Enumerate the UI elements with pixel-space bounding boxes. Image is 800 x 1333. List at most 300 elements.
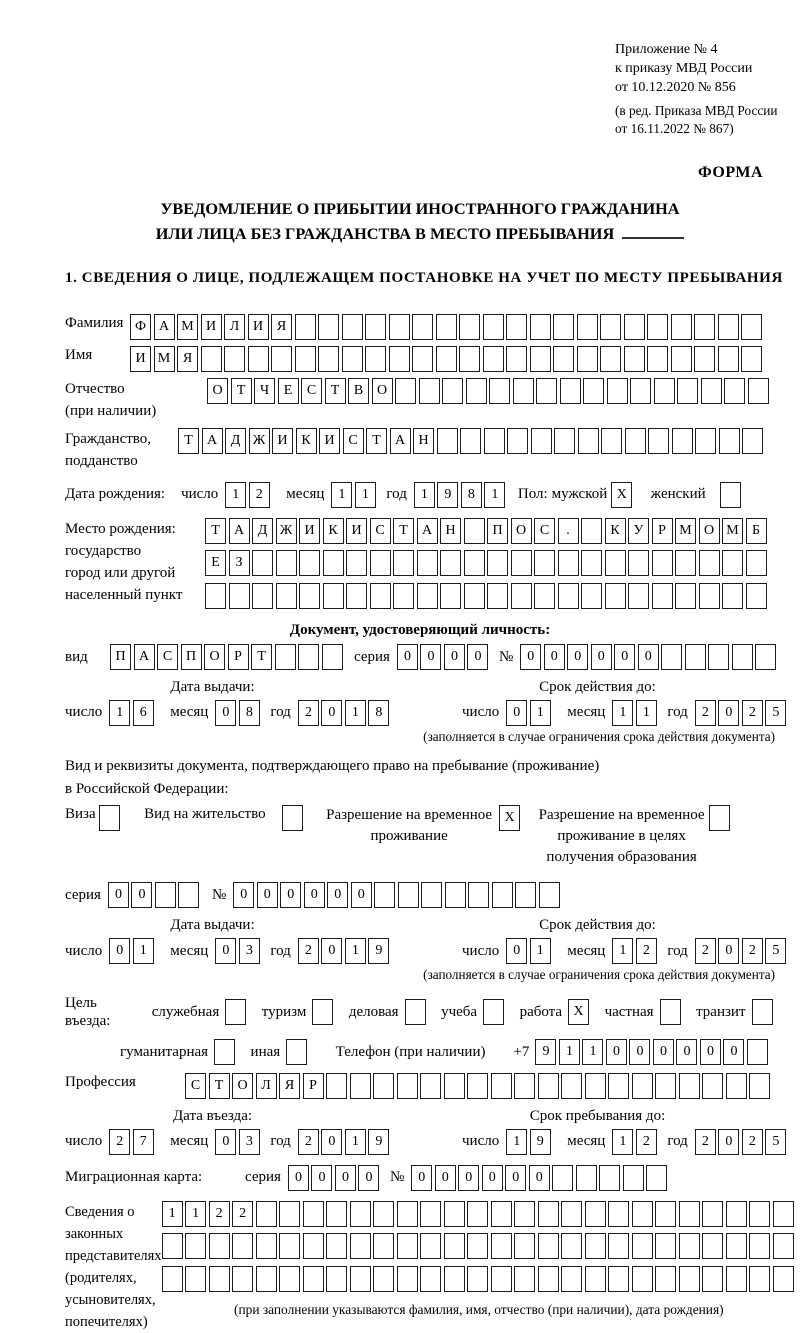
purpose-transit-checkbox[interactable] bbox=[752, 999, 773, 1025]
char-box[interactable] bbox=[326, 1073, 347, 1099]
char-box[interactable] bbox=[205, 583, 226, 609]
char-box[interactable] bbox=[397, 1201, 418, 1227]
char-box[interactable] bbox=[724, 378, 745, 404]
char-box[interactable]: 2 bbox=[298, 700, 319, 726]
char-box[interactable] bbox=[561, 1201, 582, 1227]
char-box[interactable] bbox=[647, 346, 668, 372]
char-box[interactable]: 3 bbox=[239, 938, 260, 964]
char-box[interactable]: . bbox=[558, 518, 579, 544]
char-box[interactable] bbox=[365, 346, 386, 372]
char-box[interactable] bbox=[732, 644, 753, 670]
char-box[interactable] bbox=[675, 550, 696, 576]
char-box[interactable] bbox=[675, 583, 696, 609]
char-box[interactable] bbox=[323, 583, 344, 609]
char-box[interactable]: Т bbox=[251, 644, 272, 670]
char-box[interactable] bbox=[483, 314, 504, 340]
char-box[interactable]: 1 bbox=[345, 700, 366, 726]
char-box[interactable] bbox=[632, 1233, 653, 1259]
char-box[interactable] bbox=[444, 1266, 465, 1292]
char-box[interactable] bbox=[652, 550, 673, 576]
char-box[interactable] bbox=[632, 1201, 653, 1227]
char-box[interactable] bbox=[515, 882, 536, 908]
char-box[interactable]: 0 bbox=[718, 1129, 739, 1155]
char-box[interactable] bbox=[370, 550, 391, 576]
char-box[interactable] bbox=[577, 346, 598, 372]
char-box[interactable] bbox=[303, 1266, 324, 1292]
char-box[interactable]: 2 bbox=[695, 700, 716, 726]
char-box[interactable] bbox=[295, 314, 316, 340]
char-box[interactable]: 2 bbox=[636, 1129, 657, 1155]
char-box[interactable] bbox=[577, 314, 598, 340]
char-box[interactable]: 2 bbox=[298, 1129, 319, 1155]
char-box[interactable]: 1 bbox=[506, 1129, 527, 1155]
char-box[interactable] bbox=[722, 583, 743, 609]
char-box[interactable] bbox=[599, 1165, 620, 1191]
char-box[interactable] bbox=[694, 314, 715, 340]
char-box[interactable]: И bbox=[272, 428, 293, 454]
char-box[interactable] bbox=[299, 583, 320, 609]
char-box[interactable] bbox=[420, 1201, 441, 1227]
char-box[interactable]: Т bbox=[366, 428, 387, 454]
char-box[interactable] bbox=[749, 1201, 770, 1227]
char-box[interactable]: 0 bbox=[131, 882, 152, 908]
char-box[interactable]: 1 bbox=[331, 482, 352, 508]
char-box[interactable]: 0 bbox=[591, 644, 612, 670]
purpose-work-checkbox[interactable]: X bbox=[568, 999, 589, 1025]
char-box[interactable]: С bbox=[301, 378, 322, 404]
char-box[interactable]: 0 bbox=[629, 1039, 650, 1065]
char-box[interactable]: 1 bbox=[345, 1129, 366, 1155]
char-box[interactable]: 0 bbox=[335, 1165, 356, 1191]
char-box[interactable]: Т bbox=[325, 378, 346, 404]
char-box[interactable]: П bbox=[110, 644, 131, 670]
char-box[interactable] bbox=[553, 314, 574, 340]
char-box[interactable]: 0 bbox=[567, 644, 588, 670]
char-box[interactable] bbox=[722, 550, 743, 576]
char-box[interactable] bbox=[466, 378, 487, 404]
char-box[interactable]: М bbox=[177, 314, 198, 340]
char-box[interactable] bbox=[511, 583, 532, 609]
residence-permit-checkbox[interactable] bbox=[282, 805, 303, 831]
char-box[interactable]: И bbox=[248, 314, 269, 340]
char-box[interactable] bbox=[699, 583, 720, 609]
char-box[interactable]: А bbox=[134, 644, 155, 670]
char-box[interactable] bbox=[632, 1073, 653, 1099]
char-box[interactable] bbox=[600, 346, 621, 372]
char-box[interactable]: Р bbox=[652, 518, 673, 544]
char-box[interactable] bbox=[531, 428, 552, 454]
char-box[interactable] bbox=[342, 346, 363, 372]
char-box[interactable] bbox=[275, 644, 296, 670]
char-box[interactable]: 0 bbox=[506, 700, 527, 726]
char-box[interactable] bbox=[436, 314, 457, 340]
char-box[interactable] bbox=[437, 428, 458, 454]
char-box[interactable] bbox=[256, 1233, 277, 1259]
char-box[interactable]: 0 bbox=[638, 644, 659, 670]
char-box[interactable]: 1 bbox=[530, 700, 551, 726]
char-box[interactable] bbox=[561, 1266, 582, 1292]
char-box[interactable] bbox=[605, 583, 626, 609]
char-box[interactable] bbox=[232, 1233, 253, 1259]
char-box[interactable] bbox=[248, 346, 269, 372]
char-box[interactable]: Н bbox=[440, 518, 461, 544]
char-box[interactable]: 2 bbox=[742, 1129, 763, 1155]
char-box[interactable] bbox=[628, 550, 649, 576]
gender-male-checkbox[interactable]: X bbox=[611, 482, 632, 508]
char-box[interactable] bbox=[468, 882, 489, 908]
char-box[interactable]: 1 bbox=[582, 1039, 603, 1065]
char-box[interactable]: 8 bbox=[239, 700, 260, 726]
char-box[interactable] bbox=[491, 1266, 512, 1292]
char-box[interactable] bbox=[514, 1233, 535, 1259]
char-box[interactable] bbox=[585, 1073, 606, 1099]
char-box[interactable] bbox=[608, 1233, 629, 1259]
char-box[interactable] bbox=[679, 1201, 700, 1227]
char-box[interactable] bbox=[421, 882, 442, 908]
char-box[interactable]: 7 bbox=[133, 1129, 154, 1155]
char-box[interactable]: Ж bbox=[276, 518, 297, 544]
char-box[interactable] bbox=[534, 583, 555, 609]
char-box[interactable]: 9 bbox=[437, 482, 458, 508]
char-box[interactable] bbox=[417, 550, 438, 576]
char-box[interactable] bbox=[719, 428, 740, 454]
char-box[interactable]: 9 bbox=[530, 1129, 551, 1155]
purpose-other-checkbox[interactable] bbox=[286, 1039, 307, 1065]
char-box[interactable]: 2 bbox=[298, 938, 319, 964]
char-box[interactable] bbox=[679, 1233, 700, 1259]
char-box[interactable] bbox=[209, 1233, 230, 1259]
char-box[interactable]: 0 bbox=[358, 1165, 379, 1191]
char-box[interactable]: 1 bbox=[355, 482, 376, 508]
char-box[interactable]: 1 bbox=[162, 1201, 183, 1227]
char-box[interactable] bbox=[395, 378, 416, 404]
purpose-study-checkbox[interactable] bbox=[483, 999, 504, 1025]
char-box[interactable] bbox=[276, 550, 297, 576]
char-box[interactable] bbox=[608, 1201, 629, 1227]
char-box[interactable] bbox=[773, 1266, 794, 1292]
char-box[interactable] bbox=[726, 1266, 747, 1292]
char-box[interactable] bbox=[655, 1201, 676, 1227]
char-box[interactable] bbox=[398, 882, 419, 908]
char-box[interactable]: 0 bbox=[435, 1165, 456, 1191]
char-box[interactable]: 5 bbox=[765, 938, 786, 964]
char-box[interactable]: Ф bbox=[130, 314, 151, 340]
char-box[interactable] bbox=[467, 1266, 488, 1292]
char-box[interactable] bbox=[440, 550, 461, 576]
char-box[interactable]: Я bbox=[279, 1073, 300, 1099]
char-box[interactable]: И bbox=[319, 428, 340, 454]
char-box[interactable] bbox=[553, 346, 574, 372]
char-box[interactable] bbox=[671, 314, 692, 340]
char-box[interactable] bbox=[444, 1073, 465, 1099]
char-box[interactable] bbox=[419, 378, 440, 404]
char-box[interactable]: 1 bbox=[414, 482, 435, 508]
char-box[interactable]: 0 bbox=[351, 882, 372, 908]
char-box[interactable]: И bbox=[346, 518, 367, 544]
char-box[interactable] bbox=[554, 428, 575, 454]
purpose-private-checkbox[interactable] bbox=[660, 999, 681, 1025]
purpose-business-checkbox[interactable] bbox=[405, 999, 426, 1025]
char-box[interactable]: О bbox=[204, 644, 225, 670]
char-box[interactable]: 0 bbox=[288, 1165, 309, 1191]
char-box[interactable]: 0 bbox=[420, 644, 441, 670]
char-box[interactable] bbox=[702, 1073, 723, 1099]
char-box[interactable]: 2 bbox=[209, 1201, 230, 1227]
char-box[interactable] bbox=[232, 1266, 253, 1292]
char-box[interactable] bbox=[489, 378, 510, 404]
char-box[interactable]: 0 bbox=[482, 1165, 503, 1191]
temp-residence-education-checkbox[interactable] bbox=[709, 805, 730, 831]
char-box[interactable]: 0 bbox=[411, 1165, 432, 1191]
char-box[interactable] bbox=[483, 346, 504, 372]
char-box[interactable]: Д bbox=[252, 518, 273, 544]
char-box[interactable]: Т bbox=[205, 518, 226, 544]
char-box[interactable]: 8 bbox=[368, 700, 389, 726]
char-box[interactable]: Ж bbox=[249, 428, 270, 454]
char-box[interactable]: Т bbox=[178, 428, 199, 454]
char-box[interactable]: С bbox=[157, 644, 178, 670]
char-box[interactable]: В bbox=[348, 378, 369, 404]
char-box[interactable] bbox=[536, 378, 557, 404]
char-box[interactable] bbox=[318, 314, 339, 340]
char-box[interactable] bbox=[749, 1266, 770, 1292]
char-box[interactable]: 1 bbox=[185, 1201, 206, 1227]
char-box[interactable] bbox=[507, 428, 528, 454]
char-box[interactable]: 0 bbox=[215, 938, 236, 964]
char-box[interactable]: 2 bbox=[636, 938, 657, 964]
char-box[interactable] bbox=[491, 1201, 512, 1227]
char-box[interactable] bbox=[608, 1266, 629, 1292]
char-box[interactable] bbox=[677, 378, 698, 404]
char-box[interactable] bbox=[373, 1266, 394, 1292]
char-box[interactable] bbox=[647, 314, 668, 340]
gender-female-checkbox[interactable] bbox=[720, 482, 741, 508]
char-box[interactable]: 8 bbox=[461, 482, 482, 508]
char-box[interactable] bbox=[514, 1201, 535, 1227]
char-box[interactable] bbox=[420, 1073, 441, 1099]
char-box[interactable] bbox=[576, 1165, 597, 1191]
char-box[interactable]: 3 bbox=[239, 1129, 260, 1155]
char-box[interactable] bbox=[346, 550, 367, 576]
char-box[interactable] bbox=[749, 1233, 770, 1259]
char-box[interactable] bbox=[581, 550, 602, 576]
char-box[interactable] bbox=[558, 583, 579, 609]
char-box[interactable]: Т bbox=[393, 518, 414, 544]
char-box[interactable] bbox=[672, 428, 693, 454]
char-box[interactable] bbox=[726, 1201, 747, 1227]
char-box[interactable] bbox=[444, 1233, 465, 1259]
char-box[interactable] bbox=[185, 1266, 206, 1292]
char-box[interactable] bbox=[445, 882, 466, 908]
char-box[interactable]: К bbox=[296, 428, 317, 454]
char-box[interactable]: З bbox=[229, 550, 250, 576]
char-box[interactable] bbox=[373, 1073, 394, 1099]
char-box[interactable] bbox=[679, 1073, 700, 1099]
char-box[interactable] bbox=[412, 346, 433, 372]
char-box[interactable]: О bbox=[699, 518, 720, 544]
char-box[interactable]: 0 bbox=[653, 1039, 674, 1065]
char-box[interactable]: И bbox=[130, 346, 151, 372]
char-box[interactable] bbox=[539, 882, 560, 908]
char-box[interactable] bbox=[209, 1266, 230, 1292]
char-box[interactable] bbox=[467, 1201, 488, 1227]
char-box[interactable]: 0 bbox=[321, 938, 342, 964]
char-box[interactable] bbox=[252, 550, 273, 576]
char-box[interactable] bbox=[464, 550, 485, 576]
char-box[interactable]: 0 bbox=[718, 938, 739, 964]
char-box[interactable]: 1 bbox=[109, 700, 130, 726]
char-box[interactable]: 0 bbox=[304, 882, 325, 908]
char-box[interactable]: 0 bbox=[444, 644, 465, 670]
char-box[interactable] bbox=[326, 1233, 347, 1259]
char-box[interactable]: И bbox=[299, 518, 320, 544]
char-box[interactable] bbox=[726, 1073, 747, 1099]
char-box[interactable] bbox=[373, 1201, 394, 1227]
char-box[interactable] bbox=[322, 644, 343, 670]
char-box[interactable]: Т bbox=[209, 1073, 230, 1099]
char-box[interactable]: 0 bbox=[458, 1165, 479, 1191]
char-box[interactable] bbox=[538, 1201, 559, 1227]
char-box[interactable]: 1 bbox=[636, 700, 657, 726]
char-box[interactable]: 0 bbox=[606, 1039, 627, 1065]
char-box[interactable] bbox=[162, 1266, 183, 1292]
char-box[interactable]: Д bbox=[225, 428, 246, 454]
char-box[interactable] bbox=[702, 1266, 723, 1292]
char-box[interactable] bbox=[581, 518, 602, 544]
char-box[interactable] bbox=[773, 1201, 794, 1227]
char-box[interactable] bbox=[420, 1233, 441, 1259]
char-box[interactable]: 0 bbox=[700, 1039, 721, 1065]
char-box[interactable]: Т bbox=[231, 378, 252, 404]
char-box[interactable] bbox=[538, 1073, 559, 1099]
char-box[interactable] bbox=[585, 1201, 606, 1227]
char-box[interactable]: 0 bbox=[109, 938, 130, 964]
char-box[interactable] bbox=[755, 644, 776, 670]
char-box[interactable]: 0 bbox=[505, 1165, 526, 1191]
char-box[interactable] bbox=[648, 428, 669, 454]
char-box[interactable] bbox=[389, 314, 410, 340]
char-box[interactable]: 2 bbox=[109, 1129, 130, 1155]
char-box[interactable] bbox=[578, 428, 599, 454]
char-box[interactable]: У bbox=[628, 518, 649, 544]
char-box[interactable]: С bbox=[370, 518, 391, 544]
char-box[interactable] bbox=[303, 1201, 324, 1227]
char-box[interactable] bbox=[585, 1233, 606, 1259]
char-box[interactable] bbox=[412, 314, 433, 340]
char-box[interactable] bbox=[746, 550, 767, 576]
char-box[interactable]: 0 bbox=[215, 700, 236, 726]
char-box[interactable] bbox=[420, 1266, 441, 1292]
char-box[interactable] bbox=[342, 314, 363, 340]
char-box[interactable] bbox=[585, 1266, 606, 1292]
char-box[interactable] bbox=[440, 583, 461, 609]
char-box[interactable] bbox=[583, 378, 604, 404]
char-box[interactable] bbox=[442, 378, 463, 404]
char-box[interactable] bbox=[608, 1073, 629, 1099]
char-box[interactable]: К bbox=[323, 518, 344, 544]
char-box[interactable]: О bbox=[372, 378, 393, 404]
char-box[interactable]: 0 bbox=[520, 644, 541, 670]
char-box[interactable]: 0 bbox=[676, 1039, 697, 1065]
char-box[interactable]: М bbox=[154, 346, 175, 372]
char-box[interactable] bbox=[436, 346, 457, 372]
char-box[interactable]: 0 bbox=[215, 1129, 236, 1155]
char-box[interactable]: 9 bbox=[535, 1039, 556, 1065]
char-box[interactable]: С bbox=[343, 428, 364, 454]
char-box[interactable]: С bbox=[185, 1073, 206, 1099]
char-box[interactable] bbox=[630, 378, 651, 404]
char-box[interactable]: Б bbox=[746, 518, 767, 544]
char-box[interactable] bbox=[702, 1201, 723, 1227]
char-box[interactable]: 2 bbox=[742, 700, 763, 726]
char-box[interactable]: О bbox=[207, 378, 228, 404]
char-box[interactable]: А bbox=[229, 518, 250, 544]
char-box[interactable]: 1 bbox=[612, 700, 633, 726]
char-box[interactable] bbox=[350, 1201, 371, 1227]
char-box[interactable]: 1 bbox=[225, 482, 246, 508]
char-box[interactable] bbox=[530, 346, 551, 372]
char-box[interactable]: 0 bbox=[311, 1165, 332, 1191]
char-box[interactable]: 0 bbox=[506, 938, 527, 964]
temp-residence-checkbox[interactable]: X bbox=[499, 805, 520, 831]
char-box[interactable]: А bbox=[154, 314, 175, 340]
char-box[interactable] bbox=[747, 1039, 768, 1065]
char-box[interactable] bbox=[491, 1233, 512, 1259]
char-box[interactable] bbox=[514, 1266, 535, 1292]
char-box[interactable]: 0 bbox=[467, 644, 488, 670]
char-box[interactable] bbox=[726, 1233, 747, 1259]
char-box[interactable] bbox=[718, 314, 739, 340]
char-box[interactable] bbox=[661, 644, 682, 670]
char-box[interactable]: О bbox=[232, 1073, 253, 1099]
char-box[interactable] bbox=[701, 378, 722, 404]
char-box[interactable] bbox=[530, 314, 551, 340]
char-box[interactable] bbox=[492, 882, 513, 908]
char-box[interactable] bbox=[467, 1233, 488, 1259]
char-box[interactable]: 0 bbox=[280, 882, 301, 908]
char-box[interactable]: 2 bbox=[232, 1201, 253, 1227]
char-box[interactable] bbox=[652, 583, 673, 609]
char-box[interactable]: Я bbox=[271, 314, 292, 340]
char-box[interactable] bbox=[303, 1233, 324, 1259]
char-box[interactable] bbox=[397, 1266, 418, 1292]
char-box[interactable]: 5 bbox=[765, 700, 786, 726]
char-box[interactable] bbox=[460, 428, 481, 454]
char-box[interactable] bbox=[162, 1233, 183, 1259]
char-box[interactable] bbox=[632, 1266, 653, 1292]
char-box[interactable] bbox=[229, 583, 250, 609]
char-box[interactable] bbox=[560, 378, 581, 404]
char-box[interactable] bbox=[748, 378, 769, 404]
char-box[interactable] bbox=[506, 314, 527, 340]
char-box[interactable] bbox=[459, 314, 480, 340]
char-box[interactable] bbox=[708, 644, 729, 670]
char-box[interactable] bbox=[702, 1233, 723, 1259]
char-box[interactable] bbox=[741, 314, 762, 340]
char-box[interactable] bbox=[346, 583, 367, 609]
char-box[interactable]: О bbox=[511, 518, 532, 544]
char-box[interactable]: 0 bbox=[321, 700, 342, 726]
char-box[interactable] bbox=[718, 346, 739, 372]
char-box[interactable] bbox=[679, 1266, 700, 1292]
char-box[interactable] bbox=[513, 378, 534, 404]
char-box[interactable]: П bbox=[181, 644, 202, 670]
char-box[interactable] bbox=[178, 882, 199, 908]
char-box[interactable]: 2 bbox=[249, 482, 270, 508]
char-box[interactable] bbox=[350, 1233, 371, 1259]
char-box[interactable] bbox=[370, 583, 391, 609]
char-box[interactable] bbox=[671, 346, 692, 372]
